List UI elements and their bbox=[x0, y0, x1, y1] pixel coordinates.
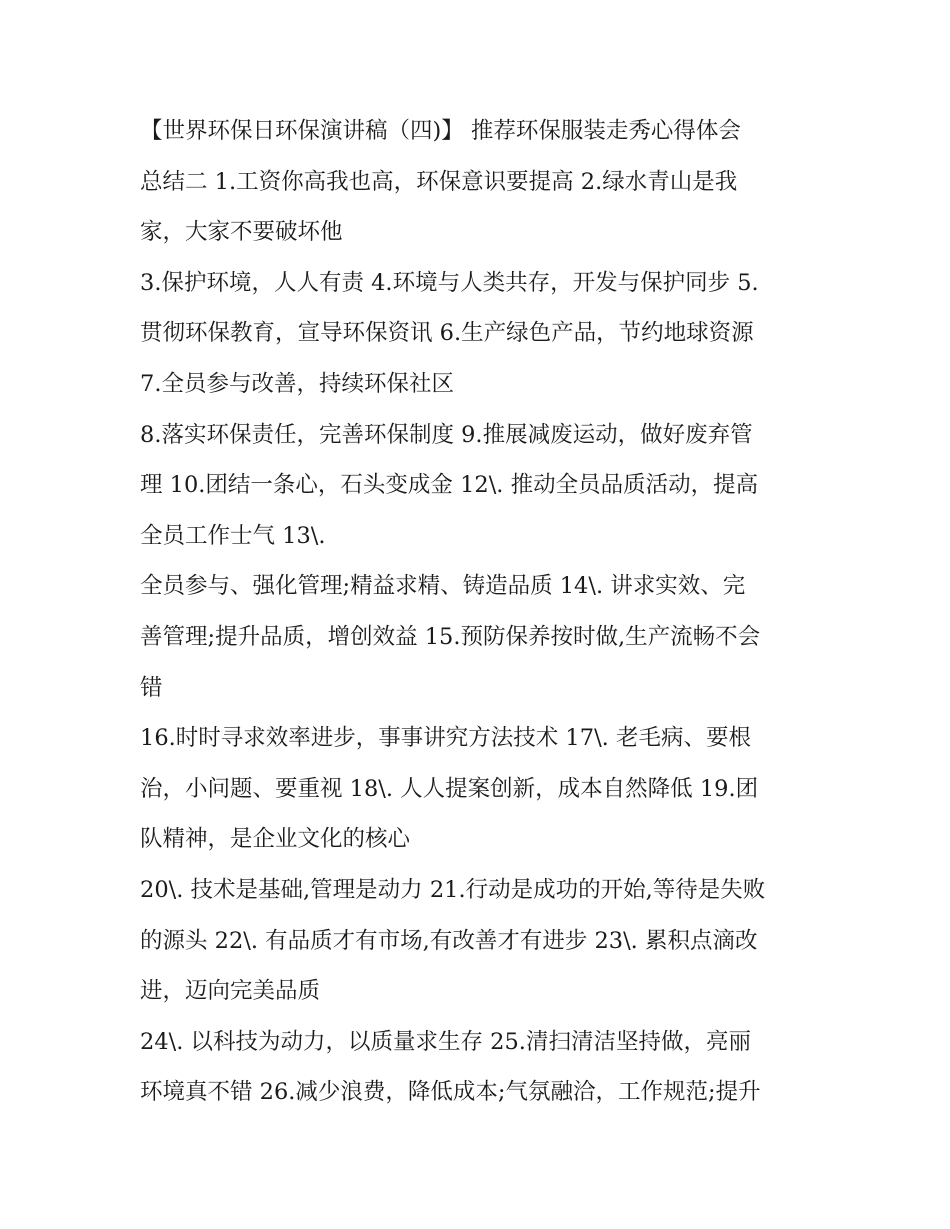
paragraph-5: 16.时时寻求效率进步，事事讲究方法技术 17\. 老毛病、要根 治，小问题、要重视 18\. 人人提案创新，成本自然降低 19.团 队精神，是企业文化的核心 bbox=[140, 725, 759, 853]
paragraph-2: 3.保护环境，人人有责 4.环境与人类共存，开发与保护同步 5. 贯彻环保教育，宣导环保资讯 6.生产绿色产品，节约地球资源 7.全员参与改善，持续环保社区 bbox=[140, 269, 759, 397]
paragraph-1: 【世界环保日环保演讲稿（四)】 推荐环保服装走秀心得体会 总结二 1.工资你高我也高，环保意识要提高 2.绿水青山是我 家，大家不要破坏他 bbox=[140, 118, 741, 246]
paragraph-3: 8.落实环保责任，完善环保制度 9.推展减废运动，做好废弃管 理 10.团结一条心，石头变成金 12\. 推动全员品质活动，提高 全员工作士气 13\. bbox=[140, 421, 759, 549]
paragraph-4: 全员参与、强化管理;精益求精、铸造品质 14\. 讲求实效、完 善管理;提升品质，增创效益 15.预防保养按时做,生产流畅不会 错 bbox=[140, 573, 761, 701]
document-body bbox=[140, 106, 820, 1118]
paragraph-7: 24\. 以科技为动力，以质量求生存 25.清扫清洁坚持做，亮丽 环境真不错 26.减少浪费，降低成本;气氛融洽，工作规范;提升 bbox=[140, 1028, 761, 1106]
paragraph-6: 20\. 技术是基础,管理是动力 21.行动是成功的开始,等待是失败 的源头 22\. 有品质才有市场,有改善才有进步 23\. 累积点滴改 进，迈向完美品质 bbox=[140, 876, 766, 1005]
